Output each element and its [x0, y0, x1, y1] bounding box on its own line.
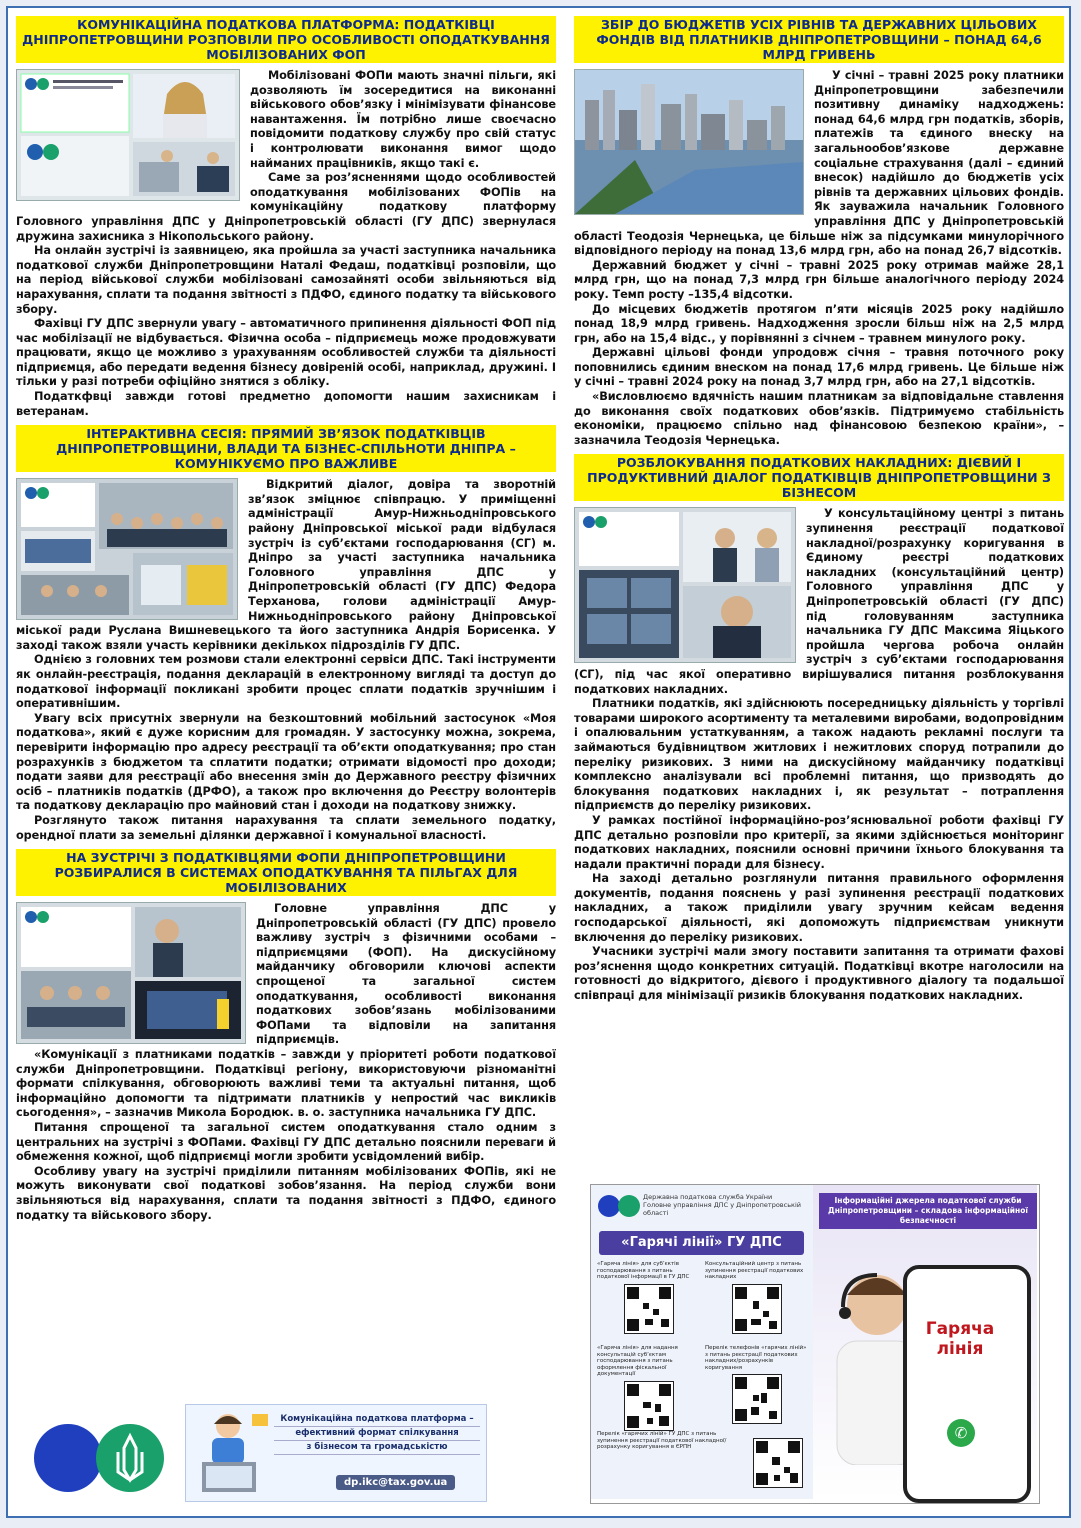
poster-right: [813, 1185, 1037, 1499]
qr-block[interactable]: [597, 1261, 701, 1334]
article-paragraph: Державні цільові фонди упродовж січня – травня поточного року поповнились єдиним внеском на понад 17,6 млрд гривень. Це більше ніж у січні – травні 2024 року на понад 3,7 млрд грн, або на 27,1 відсотків.: [574, 346, 1064, 389]
banner-text: [274, 1413, 480, 1455]
dps-logo: [597, 1193, 641, 1219]
article-paragraph: Питання спрощеної та загальної систем оподаткування стало одним з центральних на зустрічі з ФОПами. Фахівці ГУ ДПС детально пояснили переваги й обмеження кожної, щоб підприємці могли зробити усвідомлений вибір.: [16, 1121, 556, 1164]
article-photo: [574, 507, 796, 663]
banner-line: ефективний формат спілкування: [274, 1427, 480, 1441]
hotlines-poster: [590, 1184, 1040, 1504]
article-title: РОЗБЛОКУВАННЯ ПОДАТКОВИХ НАКЛАДНИХ: ДІЄВИЙ І ПРОДУКТИВНИЙ ДІАЛОГ ПОДАТКІВЦІВ ДНІПРОПЕТРОВЩИНИ З БІЗНЕСОМ: [574, 454, 1064, 501]
qr-caption: Перелік телефонів «гарячих ліній» з питань реєстрації податкових накладних/розрахунків коригування: [705, 1345, 807, 1371]
city-photo: [574, 69, 804, 215]
article-paragraph: На заході детально розглянули питання правильного оформлення документів, подання пояснень у разі зупинення реєстрації податкових накладних, а також приділили увагу зручним кейсам ведення господарської діяльності, які допоможуть підприємствам уникнути включення до переліку ризикових.: [574, 872, 1064, 944]
poster-right-heading: Інформаційні джерела податкової служби Дніпропетровщини – складова інформаційної безпаєчності: [819, 1193, 1037, 1229]
article-paragraph: Однією з головних тем розмови стали електронні сервіси ДПС. Такі інструменти як онлайн-реєстрація, подання декларацій в електронному вигляді та доступ до податкової інформації покликані зробити процес сплати податків зручнішим і оперативнішим.: [16, 653, 556, 711]
article-paragraph: Відкритий діалог, довіра та зворотній зв’язок зміцнює співпрацю. У приміщенні адміністрації Амур-Нижньодніпровського району Дніпровської міської ради відбулася зустріч із суб’єктами господарювання (СГ) м. Дніпро за участі заступника начальника Головного управління ДПС у Дніпропетровській області (ГУ ДПС) Федора Терханова, голови адміністрації Амур-Нижньодніпровського району Дніпровської міської ради Руслана Вишневецького та його заступника Андрія Борисенка. У заході також взяли участь керівники декількох підрозділів ГУ ДПС.: [16, 478, 556, 652]
hot-line-label: Гаряча лінія: [925, 1319, 995, 1359]
article-title: ІНТЕРАКТИВНА СЕСІЯ: ПРЯМИЙ ЗВ’ЯЗОК ПОДАТКІВЦІВ ДНІПРОПЕТРОВЩИНИ, ВЛАДИ ТА БІЗНЕС-СПІЛЬНОТИ ДНІПРА – КОМУНІКУЄМО ПРО ВАЖЛИВЕ: [16, 425, 556, 472]
article-paragraph: Саме за роз’ясненнями щодо особливостей оподаткування мобілізованих ФОПів на комунікаційну податкову платформу Головного управління ДПС у Дніпропетровській області (ГУ ДПС) звернулася дружина захисника з Нікопольського району.: [16, 171, 556, 243]
article-mobilized-fop: [16, 16, 556, 419]
article-paragraph: У рамках постійної інформаційно-роз’яснювальної роботи фахівці ГУ ДПС детально розповіли про критерії, за якими здійснюється моніторинг податкових накладних, пояснили основні причини їхнього блокування та надали практичні поради для бізнесу.: [574, 813, 1064, 871]
article-tax-invoices: [574, 454, 1064, 1003]
banner-line: з бізнесом та громадськістю: [274, 1441, 480, 1455]
poster-title: «Гарячі лінії» ГУ ДПС: [599, 1231, 804, 1255]
article-paragraph: Увагу всіх присутніх звернули на безкоштовний мобільний застосунок «Моя податкова», який є дуже корисним для громадян. У застосунку можна, зокрема, перевірити інформацію про адресу реєстрації та об’єкти оподаткування; про стан розрахунків з бюджетом та сплатити податки; отримати відомості про доходи; подати заяви для реєстрації або внесення змін до Державного реєстру фізичних осіб – платників податків (ДРФО), а також про включення до Реєстру волонтерів та податкову декларацію про майновий стан і доходи на податкову знижку.: [16, 711, 556, 813]
qr-code[interactable]: [732, 1284, 782, 1334]
platform-banner: [185, 1404, 487, 1502]
article-fop-meeting: [16, 849, 556, 1223]
article-title: НА ЗУСТРІЧІ З ПОДАТКІВЦЯМИ ФОПИ ДНІПРОПЕТРОВЩИНИ РОЗБИРАЛИСЯ В СИСТЕМАХ ОПОДАТКУВАННЯ ТА ПІЛЬГАХ ДЛЯ МОБІЛІЗОВАНИХ: [16, 849, 556, 896]
article-paragraph: Платники податків, які здійснюють посередницьку діяльність у торгівлі товарами широкого асортименту та металевими виробами, водопровідним і опалювальним устаткуванням, а також надають рекламні послуги та займаються будівництвом житлових і нежитлових споруд потрапили до переліку ризикових. З ними на дискусійному майданчику податківці комплексно аналізували всі проблемні питання, що призводять до блокування податкових накладних і, як результат – потраплення підприємств до переліку ризикових.: [574, 697, 1064, 813]
qr-block[interactable]: [705, 1261, 809, 1334]
qr-block[interactable]: [597, 1345, 701, 1431]
banner-line: Комунікаційна податкова платформа –: [274, 1413, 480, 1427]
laptop-person-icon: [192, 1408, 272, 1498]
article-paragraph: Особливу увагу на зустрічі приділили питанням мобілізованих ФОПів, які не можуть виконувати свої податкові зобов’язання. На період служби вони звільняються від нарахування, сплати та подання звітності з ПДФО, єдиного податку та військового збору.: [16, 1164, 556, 1222]
qr-caption: Консультаційний центр з питань зупинення реєстрації податкових накладних: [705, 1261, 804, 1280]
article-interactive-session: [16, 425, 556, 843]
qr-code[interactable]: [732, 1374, 782, 1424]
article-paragraph: Податкфвці завжди готові предметно допомогти нашим захисникам і ветеранам.: [16, 390, 556, 418]
phone-graphic: [903, 1265, 1031, 1503]
article-title: КОМУНІКАЦІЙНА ПОДАТКОВА ПЛАТФОРМА: ПОДАТКІВЦІ ДНІПРОПЕТРОВЩИНИ РОЗПОВІЛИ ПРО ОСОБЛИВОСТІ ОПОДАТКУВАННЯ МОБІЛІЗОВАНИХ ФОП: [16, 16, 556, 63]
article-paragraph: У січні – травні 2025 року платники Дніпропетровщини забезпечили позитивну динаміку надходжень: понад 64,6 млрд грн податків, зборів, платежів та єдиного внеску на загальнообов’язкове державне соціальне страхування (далі – єдиний внесок) надійшло до бюджетів усіх рівнів та державних цільових фондів. Як зауважила начальник Головного управління ДПС у Дніпропетровській області Теодозія Чернецька, це більше ніж за підсумками минулорічного відповідного періоду на понад 13,6 млрд грн, або на понад 26,7 відсотків.: [574, 69, 1064, 258]
qr-caption: «Гаряча лінія» для надання консультацій суб’єктам господарювання з питань оформлення фіскальної документації: [597, 1345, 678, 1377]
qr-caption: Перелік «гарячих ліній» ГУ ДПС з питань зупинення реєстрації податкової накладної/розрахунку коригування в ЄРПН: [597, 1431, 727, 1450]
qr-caption: «Гаряча лінія» для суб’єктів господарювання з питань податкової інформації в ГУ ДПС: [597, 1261, 690, 1280]
article-paragraph: «Комунікації з платниками податків – завжди у пріоритеті роботи податкової служби Дніпропетровщини. Податківці регіону, використовуючи різноманітні формати спілкування, обговорюють важливі теми та актуальні питання, щоб інформаційно допомогти та підтримати платників у непростий час викликів сьогодення», – зазначив Микола Бородюк. в. о. заступника начальника ГУ ДПС.: [16, 1048, 556, 1120]
banner-email[interactable]: dp.ikc@tax.gov.ua: [336, 1475, 455, 1490]
poster-org: [643, 1193, 808, 1217]
article-photo: [16, 902, 246, 1044]
qr-code[interactable]: [624, 1381, 674, 1431]
article-paragraph: До місцевих бюджетів протягом п’яти місяців 2025 року надійшло понад 18,9 млрд гривень. Надходження зросли більш ніж на 2,5 млрд грн, або на 15,4 відс., у порівнянні з січнем – травнем минулого року.: [574, 302, 1064, 345]
article-paragraph: «Висловлюємо вдячність нашим платникам за відповідальне ставлення до виконання своїх податкових обов’язків. Підтримуємо стабільність економіки, працюємо спільно над фінансовою безпекою країни», – зазначила Теодозія Чернецька.: [574, 390, 1064, 447]
poster-left: [591, 1185, 813, 1499]
article-photo: [16, 478, 238, 620]
article-paragraph: У консультаційному центрі з питань зупинення реєстрації податкової накладної/розрахунку коригування в Єдиному реєстрі податкових накладних (консультаційний центр) Головного управління ДПС у Дніпропетровській області (ГУ ДПС) під головуванням заступника начальника ГУ ДПС Максима Яіцького пройшла чергова робоча онлайн зустріч з суб’єктами господарювання (СГ), під час якої оперативно вирішувалися питання розблокування податкових накладних.: [574, 507, 1064, 696]
poster-org-line: Головне управління ДПС у Дніпропетровській області: [643, 1201, 801, 1217]
article-paragraph: Розглянуто також питання нарахування та сплати земельного податку, орендної плати за земельні ділянки державної і комунальної власності.: [16, 813, 556, 842]
dps-logo: [30, 1418, 170, 1502]
qr-block[interactable]: [597, 1431, 747, 1451]
article-budget-collection: [574, 16, 1064, 448]
article-title: ЗБІР ДО БЮДЖЕТІВ УСІХ РІВНІВ ТА ДЕРЖАВНИХ ЦІЛЬОВИХ ФОНДІВ ВІД ПЛАТНИКІВ ДНІПРОПЕТРОВЩИНИ – ПОНАД 64,6 МЛРД ГРИВЕНЬ: [574, 16, 1064, 63]
article-paragraph: Фахівці ГУ ДПС звернули увагу – автоматичного припинення діяльності ФОП під час мобілізації не відбувається. Фізична особа – підприємець може продовжувати працювати, якщо це можливо з урахуванням особливостей служби та діяльності підприємця, або передати ведення бізнесу довіреній особі, наприклад, дружині. І тільки у разі потреби офіційно знятися з обліку.: [16, 317, 556, 389]
article-paragraph: На онлайн зустрічі із заявницею, яка пройшла за участі заступника начальника податкової служби Дніпропетровщини Наталі Федаш, податківці розповіли, що на період військової служби мобілізовані самозайняті особи звільняються від нарахування, сплати та подання звітності з ПДФО, єдиного податку та військового збору.: [16, 244, 556, 316]
right-column: [574, 16, 1064, 1010]
article-paragraph: Мобілізовані ФОПи мають значні пільги, які дозволяють їм зосередитися на виконанні військового обов’язку і мінімізувати фінансове навантаження. Їм потрібно лише своєчасно повідомити податкову службу про свій статус і контролювати виконання вимог щодо найманих працівників, якщо такі є.: [250, 69, 556, 170]
article-paragraph: Учасники зустрічі мали змогу поставити запитання та отримати фахові роз’яснення щодо конкретних ситуацій. Податківці вкотре наголосили на готовності до відкритого, дієвого і продуктивного діалогу та подальшої співпраці для мінімізації ризиків блокування податкових накладних.: [574, 945, 1064, 1003]
article-paragraph: Головне управління ДПС у Дніпропетровській області (ГУ ДПС) провело важливу зустріч з фізичними особами – підприємцями (ФОП). На дискусійному майданчику обговорили ключові аспекти спрощеної та загальної систем оподаткування, особливості виконання податкових зобов’язань мобілізованими ФОПами та відповіли на запитання підприємців.: [256, 902, 556, 1047]
qr-code[interactable]: [753, 1438, 803, 1488]
qr-block[interactable]: [705, 1345, 809, 1424]
phone-call-icon[interactable]: ✆: [947, 1419, 975, 1447]
qr-code[interactable]: [624, 1284, 674, 1334]
article-paragraph: Державний бюджет у січні – травні 2025 року отримав майже 28,1 млрд грн, що на понад 7,3 млрд грн більше аналогічного періоду 2024 року. Темп росту –135,4 відсотки.: [574, 258, 1064, 301]
poster-org-line: Державна податкова служба України: [643, 1193, 773, 1201]
left-column: [16, 16, 556, 1229]
article-photo: [16, 69, 240, 201]
